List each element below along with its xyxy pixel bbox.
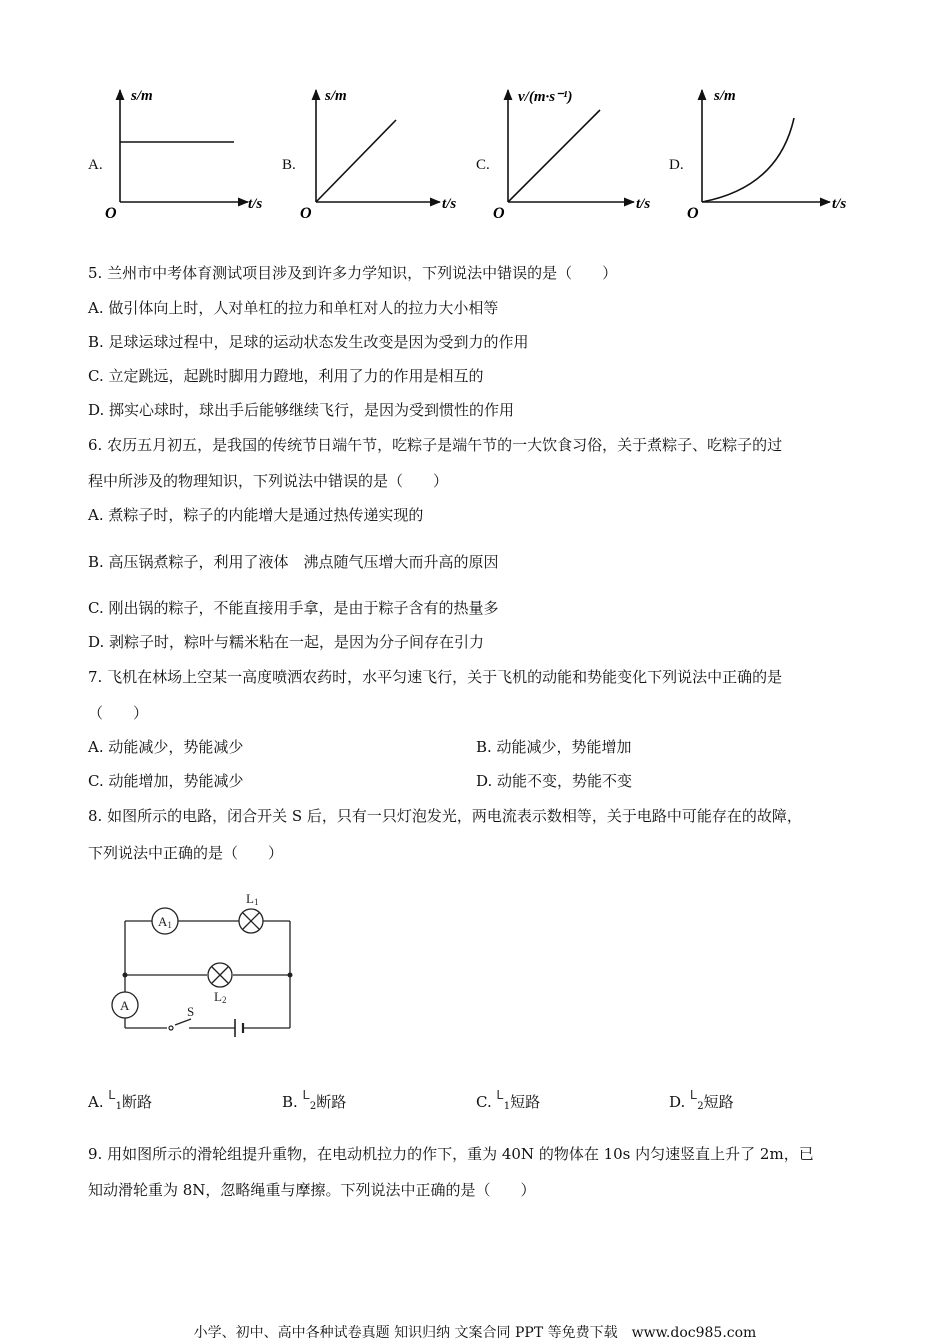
lamp-l1-sub: 1 [253, 897, 259, 907]
y-axis-label: v/(m·s⁻¹) [518, 89, 573, 105]
q7-option-c: C. 动能增加，势能减少 [88, 772, 244, 790]
graph-b-label: B. [282, 157, 296, 173]
graph-curve [702, 118, 794, 202]
x-axis-label: t/s [636, 196, 651, 212]
q8-stem-line2: 下列说法中正确的是（ ） [88, 844, 284, 862]
graph-d-label: D. [669, 157, 684, 173]
ammeter-a-label: A [120, 998, 130, 1013]
graph-line [508, 110, 600, 202]
q6-stem-line2: 程中所涉及的物理知识，下列说法中错误的是（ ） [88, 472, 449, 490]
q8-stem-line1: 8. 如图所示的电路，闭合开关 S 后，只有一只灯泡发光，两电流表示数相等，关于电路中可能存在的故障， [88, 807, 802, 825]
lamp-l2-label: L [214, 989, 222, 1004]
graph-a [100, 80, 280, 225]
q6-option-c: C. 刚出锅的粽子，不能直接用手拿，是由于粽子含有的热量多 [88, 599, 499, 617]
y-axis-label: s/m [131, 88, 153, 104]
q8-option-d-lamp: L [690, 1087, 698, 1102]
q5-option-a: A. 做引体向上时，人对单杠的拉力和单杠对人的拉力大小相等 [88, 299, 499, 317]
q8-option-a-lamp: L [108, 1087, 116, 1102]
q8-option-c: C. $L_1$短路 [476, 1087, 541, 1112]
ammeter-a1-sub: 1 [167, 920, 172, 930]
q5-option-d: D. 掷实心球时，球出手后能够继续飞行，是因为受到惯性的作用 [88, 401, 515, 419]
x-axis-label: t/s [248, 196, 263, 212]
origin-label: O [687, 205, 699, 222]
graph-b [296, 80, 476, 225]
origin-label: O [300, 205, 312, 222]
q8-option-a: A. $L_1$断路 [88, 1087, 153, 1112]
q9-stem-line1: 9. 用如图所示的滑轮组提升重物，在电动机拉力的作下，重为 40N 的物体在 10s 内匀速竖直上升了 2m，已 [88, 1145, 814, 1163]
q6-option-d: D. 剥粽子时，粽叶与糯米粘在一起，是因为分子间存在引力 [88, 633, 485, 651]
q9-stem-line2: 知动滑轮重为 8N，忽略绳重与摩擦。下列说法中正确的是（ ） [88, 1181, 536, 1199]
graph-c [490, 80, 670, 225]
graph-a-label: A. [88, 157, 103, 173]
svg-text:L1 [246, 891, 258, 907]
q5-option-c: C. 立定跳远，起跳时脚用力蹬地，利用了力的作用是相互的 [88, 367, 484, 385]
q7-stem-line1: 7. 飞机在林场上空某一高度喷洒农药时，水平匀速飞行，关于飞机的动能和势能变化下列说法中正确的是 [88, 668, 783, 686]
q7-option-b: B. 动能减少，势能增加 [476, 738, 632, 756]
q8-option-b-lamp: L [302, 1087, 310, 1102]
q7-option-a: A. 动能减少，势能减少 [88, 738, 244, 756]
graph-c-label: C. [476, 157, 490, 173]
y-axis-label: s/m [714, 88, 736, 104]
graph-line [316, 120, 396, 202]
q8-option-d: D. $L_2$短路 [669, 1087, 734, 1112]
q8-option-c-lamp: L [496, 1087, 504, 1102]
origin-label: O [493, 205, 505, 222]
svg-text:L2 [214, 989, 226, 1005]
q7-option-d: D. 动能不变，势能不变 [476, 772, 633, 790]
switch-label: S [187, 1004, 195, 1019]
circuit-diagram [105, 885, 305, 1045]
q6-option-b: B. 高压锅煮粽子，利用了液体 沸点随气压增大而升高的原因 [88, 553, 499, 571]
x-axis-label: t/s [442, 196, 457, 212]
y-axis-label: s/m [325, 88, 347, 104]
lamp-l2-sub: 2 [221, 995, 227, 1005]
page-footer: 小学、初中、高中各种试卷真题 知识归纳 文案合同 PPT 等免费下载 www.doc985.com [193, 1325, 757, 1341]
q6-option-a: A. 煮粽子时，粽子的内能增大是通过热传递实现的 [88, 506, 424, 524]
origin-label: O [105, 205, 117, 222]
ammeter-a1-label: A [158, 914, 168, 929]
x-axis-label: t/s [832, 196, 847, 212]
lamp-l1-label: L [246, 891, 254, 906]
q7-stem-line2: （ ） [88, 704, 149, 722]
graph-d [684, 80, 864, 225]
q5-option-b: B. 足球运球过程中，足球的运动状态发生改变是因为受到力的作用 [88, 333, 529, 351]
q5-stem: 5. 兰州市中考体育测试项目涉及到许多力学知识，下列说法中错误的是（ ） [88, 264, 618, 282]
q8-option-b: B. $L_2$断路 [282, 1087, 347, 1112]
q6-stem-line1: 6. 农历五月初五，是我国的传统节日端午节，吃粽子是端午节的一大饮食习俗，关于煮粽子、吃粽子的过 [88, 436, 783, 454]
